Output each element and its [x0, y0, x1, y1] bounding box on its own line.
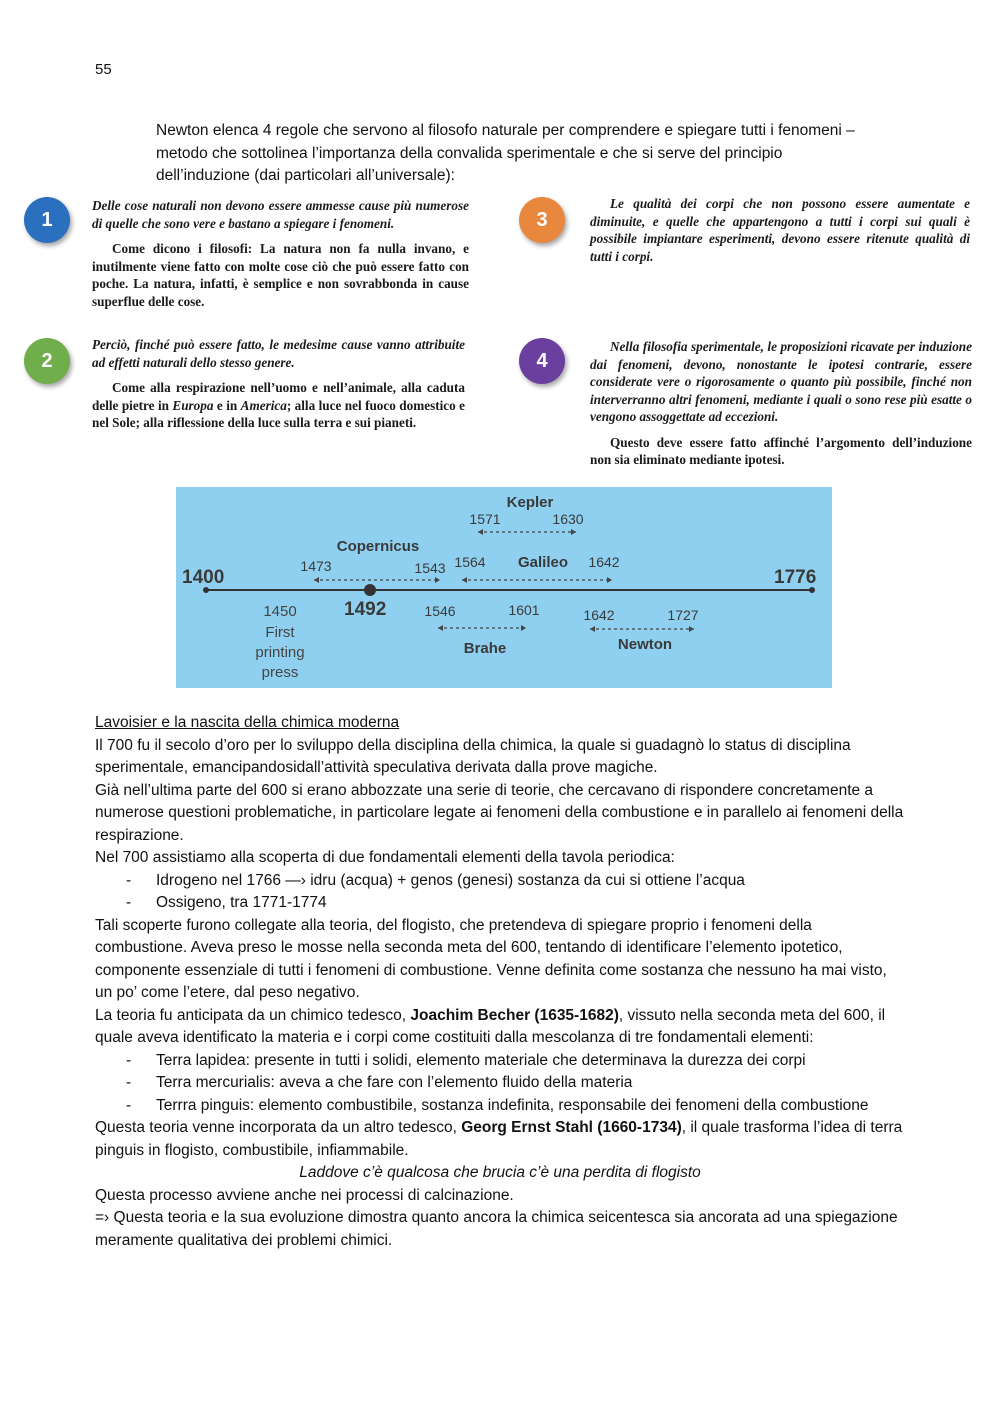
span-galileo [454, 554, 619, 583]
svg-text:1546: 1546 [424, 603, 456, 619]
svg-text:1642: 1642 [588, 554, 620, 570]
rule-2-badge: 2 [24, 338, 70, 384]
span-kepler [469, 494, 583, 535]
rule-3-text [590, 195, 970, 265]
rule-1-comment: Come dicono i filosofi: La natura non fa nulla invano, e inutilmente viene fatto con molte cose ciò che può essere fatto con poche. La natura, infatti, è semplice e non sovrabbonda in cause superflue delle cose. [92, 241, 469, 309]
rule-2-text [92, 336, 465, 432]
timeline-marker-label: 1492 [344, 599, 387, 620]
paragraph-5: La teoria fu anticipata da un chimico tedesco, Joachim Becher (1635-1682), vissuto nella seconda meta del 600, il quale aveva identificato la materia e i corpi come costituiti dalla mescolanza di tre fondamentali elementi: [95, 1006, 886, 1046]
svg-text:Galileo: Galileo [517, 554, 569, 571]
svg-text:printing: printing [255, 644, 305, 661]
rule-4-comment: Questo deve essere fatto affinché l’argomento dell’induzione non sia eliminato mediante ipotesi. [590, 434, 972, 467]
svg-text:1543: 1543 [414, 560, 446, 576]
intro-paragraph: Newton elenca 4 regole che servono al filosofo naturale per comprendere e spiegare tutti i fenomeni – metodo che sottolinea l’importanza della convalida sperimentale e che si serve del principio dell’induzione (dai particolari all’universale): [156, 122, 855, 184]
svg-text:Newton: Newton [617, 636, 673, 653]
rule-4-text [590, 338, 972, 469]
rule-2-comment: Come alla respirazione nell’uomo e nell’animale, alla caduta delle pietre in Europa e in America; alla luce nel fuoco domestico e nel Sole; alla riflessione della luce sulla terra e sui pianeti. [92, 380, 465, 430]
rule-4-statement: Nella filosofia sperimentale, le proposizioni ricavate per induzione dai fenomeni, devono, nonostante le ipotesi contrarie, essere considerate vere o rigorosamente o quanto più possibile, finché non interverranno altri fenomeni, mediante i quali o sono rese più esatte o vengono assoggettate ad eccezioni. [590, 339, 972, 424]
svg-text:1450: 1450 [263, 603, 297, 620]
timeline-start: 1400 [182, 567, 225, 588]
list-item: - Idrogeno nel 1766 —› idru (acqua) + genos (genesi) sostanza da cui si ottiene l’acqua [95, 870, 905, 893]
paragraph-1: Il 700 fu il secolo d’oro per lo sviluppo della disciplina della chimica, la quale si guadagnò lo status di disciplina sperimentale, emancipandosidall’attività speculativa derivata dalla prove magiche. [95, 736, 851, 776]
list-item: - Terrra pinguis: elemento combustibile, sostanza indefinita, responsabile dei fenomeni della combustione [95, 1095, 905, 1118]
printing-press-label [255, 603, 304, 681]
rule-3-badge: 3 [519, 197, 565, 243]
section-title: Lavoisier e la nascita della chimica moderna [95, 714, 400, 731]
svg-text:1630: 1630 [552, 511, 584, 527]
paragraph-8: =› Questa teoria e la sua evoluzione dimostra quanto ancora la chimica seicentesca sia ancorata ad una spiegazione meramente qualitativa dei problemi chimici. [95, 1209, 898, 1249]
main-text [95, 712, 905, 1252]
span-newton [583, 607, 698, 653]
timeline-figure [176, 487, 832, 688]
rule-3-statement: Le qualità dei corpi che non possono essere aumentate e diminuite, e quelle che appartengono a tutti i corpi sui quali è possibile impiantare esperimenti, devono essere ritenute qualità di tutti i corpi. [590, 196, 970, 264]
paragraph-7: Questa processo avviene anche nei processi di calcinazione. [95, 1186, 514, 1204]
svg-text:1564: 1564 [454, 554, 486, 570]
svg-text:Kepler: Kepler [506, 494, 554, 511]
rule-1-text [92, 197, 469, 310]
paragraph-2: Già nell’ultima parte del 600 si erano abbozzate una serie di teorie, che cercavano di rispondere concretamente a numerose questioni problematiche, in particolare legate ai fenomeni della combustione e in parallelo ai fenomeni della respirazione. [95, 781, 904, 844]
span-brahe [424, 602, 539, 657]
page-number: 55 [95, 61, 112, 78]
rule-1-badge: 1 [24, 197, 70, 243]
list-item: - Terra mercurialis: aveva a che fare con l’elemento fluido della materia [95, 1072, 905, 1095]
svg-text:Brahe: Brahe [463, 640, 507, 657]
svg-text:1571: 1571 [469, 511, 501, 527]
elements-list [95, 870, 905, 915]
paragraph-4: Tali scoperte furono collegate alla teoria, del flogisto, che pretendeva di spiegare proprio i fenomeni della combustione. Aveva preso le mosse nella seconda meta del 600, tentando di identificare l’elemento ipotetico, componente essenziale di tutti i fenomeni di combustione. Venne definita come sostanza che nessuno ha mai visto, un po’ come l’etere, dal peso negativo. [95, 916, 887, 1001]
timeline-1492-marker [364, 584, 376, 596]
rule-2-statement: Perciò, finché può essere fatto, le medesime cause vanno attribuite ad effetti naturali dello stesso genere. [92, 337, 465, 370]
earths-list [95, 1050, 905, 1118]
rule-1-statement: Delle cose naturali non devono essere ammesse cause più numerose di quelle che sono vere e bastano a spiegare i fenomeni. [92, 198, 469, 231]
paragraph-3: Nel 700 assistiamo alla scoperta di due fondamentali elementi della tavola periodica: [95, 849, 675, 866]
svg-text:1642: 1642 [583, 607, 615, 623]
paragraph-6: Questa teoria venne incorporata da un altro tedesco, Georg Ernst Stahl (1660-1734), il quale trasforma l’idea di terra pinguis in flogisto, combustibile, infiammabile. [95, 1119, 903, 1159]
list-item: - Terra lapidea: presente in tutti i solidi, elemento materiale che determinava la durezza dei corpi [95, 1050, 905, 1073]
svg-text:1601: 1601 [508, 602, 540, 618]
rule-4-badge: 4 [519, 338, 565, 384]
svg-text:First: First [265, 624, 295, 641]
quote: Laddove c’è qualcosa che brucia c’è una perdita di flogisto [299, 1164, 701, 1181]
svg-text:1473: 1473 [300, 558, 332, 574]
span-copernicus [300, 538, 445, 583]
timeline-end: 1776 [774, 567, 817, 588]
svg-text:Copernicus: Copernicus [336, 538, 420, 555]
svg-text:press: press [261, 664, 299, 681]
list-item: - Ossigeno, tra 1771-1774 [95, 892, 905, 915]
svg-text:1727: 1727 [667, 607, 699, 623]
